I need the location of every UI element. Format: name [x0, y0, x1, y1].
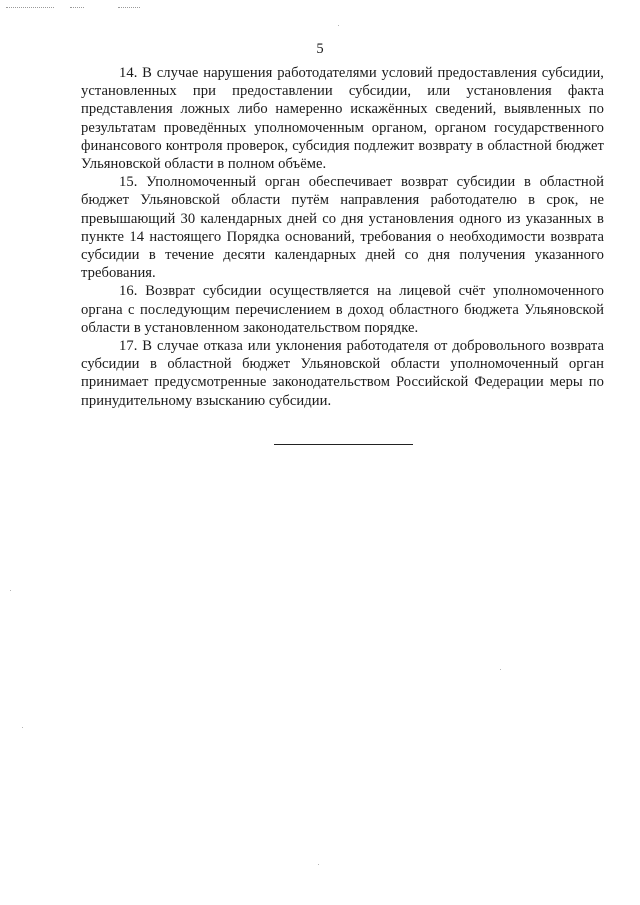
scan-speck: [318, 864, 319, 865]
scan-speck: [22, 727, 23, 728]
paragraph-14: 14. В случае нарушения работодателями условий предоставления субсидии, установленных при предоставлении субсидии, или установления факта представления ложных либо намеренно искажённых сведений, выявленных по результатам проведённых уполномоченным органом, органом государственного финансового контроля проверок, субсидия подлежит возврату в областной бюджет Ульяновской области в полном объёме.: [81, 65, 604, 173]
paragraph-15: 15. Уполномоченный орган обеспечивает возврат субсидии в областной бюджет Ульяновской области путём направления работодателю в срок, не превышающий 30 календарных дней со дня установления одного из указанных в пункте 14 настоящего Порядка оснований, требования о необходимости возврата субсидии в течение десяти календарных дней со дня получения указанного требования.: [81, 174, 604, 282]
end-separator-line: [274, 444, 413, 445]
document-body: [81, 64, 604, 410]
page-number: 5: [316, 41, 324, 57]
scan-mark: [70, 7, 84, 8]
paragraph-17: 17. В случае отказа или уклонения работодателя от добровольного возврата субсидии в областной бюджет Ульяновской области уполномоченный орган принимает предусмотренные законодательством Российской Федерации меры по принудительному взысканию субсидии.: [81, 338, 604, 409]
scan-mark: [6, 7, 54, 8]
scan-speck: [10, 590, 11, 591]
scan-speck: [500, 669, 501, 670]
scan-mark: [118, 7, 140, 8]
scan-speck: [338, 25, 339, 26]
paragraph-16: 16. Возврат субсидии осуществляется на лицевой счёт уполномоченного органа с последующим перечислением в доход областного бюджета Ульяновской области в установленном законодательством порядке.: [81, 283, 604, 336]
